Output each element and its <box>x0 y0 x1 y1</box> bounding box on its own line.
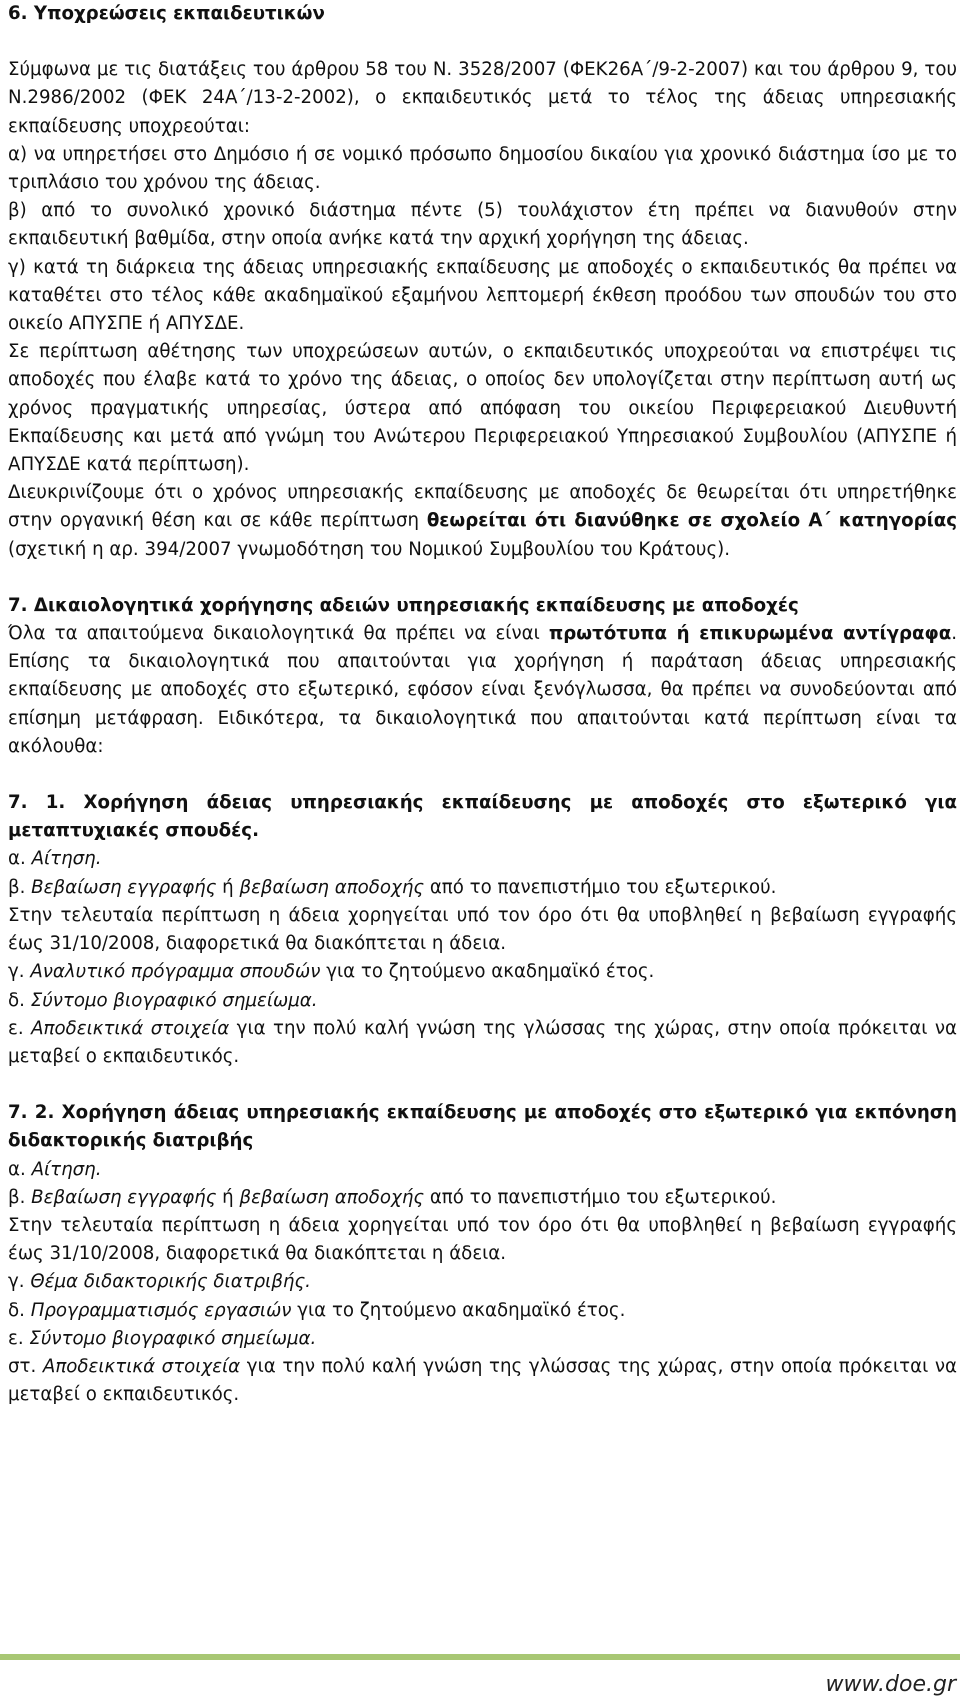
s71-e-text: Αποδεικτικά στοιχεία <box>31 1017 230 1039</box>
breach-paragraph: Σε περίπτωση αθέτησης των υποχρεώσεων αυτών, ο εκπαιδευτικός υποχρεούται να επιστρέψει τις αποδοχές που έλαβε κατά το χρόνο της άδειας, ο οποίος δεν υπολογίζεται στην περίπτωση αυτή ως χρόνος πραγματικής υπηρεσίας, ύστερα από απόφαση του οικείου Περιφερειακού Διευθυντή Εκπαίδευσης και μετά από γνώμη του Ανώτερου Περιφερειακού Υπηρεσιακού Συμβουλίου (ΑΠΥΣΠΕ ή ΑΠΥΣΔΕ κατά περίπτωση). <box>8 341 957 476</box>
section-7-2-heading: 7. 2. Χορήγηση άδειας υπηρεσιακής εκπαίδευσης με αποδοχές στο εξωτερικό για εκπόνηση διδακτορικής διατριβής <box>8 1102 957 1152</box>
s71-b-text2: βεβαίωση αποδοχής <box>239 876 425 898</box>
section-7-text: Όλα τα απαιτούμενα δικαιολογητικά θα πρέπει να είναι <box>8 623 549 645</box>
s71-c-end: για το ζητούμενο ακαδημαϊκό έτος. <box>320 961 655 983</box>
s72-b-text2: βεβαίωση αποδοχής <box>239 1186 425 1208</box>
s72-c-prefix: γ. <box>8 1271 31 1293</box>
document-body <box>8 0 957 1409</box>
section-7-end: . Επίσης τα δικαιολογητικά που απαιτούνται για χορήγηση ή παράταση άδειας υπηρεσιακής εκπαίδευσης με αποδοχές στο εξωτερικό, εφόσον είναι ξενόγλωσσα, θα πρέπει να συνοδεύονται από επίσημη μετάφραση. Ειδικότερα, τα δικαιολογητικά που απαιτούνται κατά περίπτωση είναι τα ακόλουθα: <box>8 623 958 757</box>
s72-b-mid: ή <box>216 1186 240 1208</box>
s71-item-b <box>8 874 957 902</box>
s71-item-c <box>8 958 957 986</box>
s72-e-prefix: ε. <box>8 1327 30 1349</box>
s72-item-b-note: Στην τελευταία περίπτωση η άδεια χορηγείται υπό τον όρο ότι θα υποβληθεί η βεβαίωση εγγραφής έως 31/10/2008, διαφορετικά θα διακόπτεται η άδεια. <box>8 1214 957 1265</box>
s72-item-f <box>8 1353 957 1409</box>
s72-d-prefix: δ. <box>8 1299 31 1321</box>
section-7-heading: 7. Δικαιολογητικά χορήγησης αδειών υπηρεσιακής εκπαίδευσης με αποδοχές <box>8 594 799 616</box>
s71-item-e <box>8 1015 957 1071</box>
s72-d-text: Προγραμματισμός εργασιών <box>30 1299 292 1321</box>
s71-d-text: Σύντομο βιογραφικό σημείωμα. <box>30 989 318 1011</box>
section-7-bold: πρωτότυπα ή επικυρωμένα αντίγραφα <box>548 623 952 645</box>
s71-e-prefix: ε. <box>8 1017 32 1039</box>
s72-a-text: Αίτηση. <box>31 1158 102 1180</box>
s72-b-prefix: β. <box>8 1186 32 1208</box>
s71-b-end: από το πανεπιστήμιο του εξωτερικού. <box>424 876 777 898</box>
clarification-end: (σχετική η αρ. 394/2007 γνωμοδότηση του Νομικού Συμβουλίου του Κράτους). <box>8 538 731 560</box>
s72-f-end: για την πολύ καλή γνώση της γλώσσας της χώρας, στην οποία πρόκειται να μεταβεί ο εκπαιδευτικός. <box>8 1355 957 1406</box>
s72-item-c <box>8 1268 957 1296</box>
clarification-text: Διευκρινίζουμε ότι ο χρόνος υπηρεσιακής εκπαίδευσης με αποδοχές δε θεωρείται ότι υπηρετήθηκε στην οργανική θέση και σε κάθε περίπτωση <box>8 482 957 532</box>
s72-item-a <box>8 1156 957 1184</box>
s72-item-b <box>8 1184 957 1212</box>
s71-a-text: Αίτηση. <box>31 848 102 870</box>
obligation-c: γ) κατά τη διάρκεια της άδειας υπηρεσιακής εκπαίδευσης με αποδοχές ο εκπαιδευτικός θα πρέπει να καταθέτει στο τέλος κάθε ακαδημαϊκού εξαμήνου λεπτομερή έκθεση προόδου των σπουδών του στο οικείο ΑΠΥΣΠΕ ή ΑΠΥΣΔΕ. <box>8 256 957 335</box>
section-7-intro <box>8 620 957 761</box>
footer-url[interactable]: www.doe.gr <box>825 1672 956 1697</box>
s72-d-end: για το ζητούμενο ακαδημαϊκό έτος. <box>291 1299 626 1321</box>
clarification-bold: θεωρείται ότι διανύθηκε σε σχολείο Α΄ κατηγορίας <box>426 510 957 532</box>
section-6-intro: Σύμφωνα με τις διατάξεις του άρθρου 58 του Ν. 3528/2007 (ΦΕΚ26Α΄/9-2-2007) και του άρθρου 9, του Ν.2986/2002 (ΦΕΚ 24Α΄/13-2-2002), ο εκπαιδευτικός μετά το τέλος της άδειας υπηρεσιακής εκπαίδευσης υποχρεούται: <box>8 59 957 137</box>
s72-a-prefix: α. <box>8 1158 32 1180</box>
s71-c-prefix: γ. <box>8 961 31 983</box>
s72-f-prefix: στ. <box>8 1355 43 1377</box>
section-7-1-heading: 7. 1. Χορήγηση άδειας υπηρεσιακής εκπαίδευσης με αποδοχές στο εξωτερικό για μεταπτυχιακές σπουδές. <box>8 792 957 842</box>
s72-c-text: Θέμα διδακτορικής διατριβής. <box>30 1271 311 1293</box>
s71-b-text1: Βεβαίωση εγγραφής <box>31 876 217 898</box>
footer-divider <box>0 1654 960 1660</box>
s71-b-prefix: β. <box>8 876 32 898</box>
obligation-a: α) να υπηρετήσει στο Δημόσιο ή σε νομικό πρόσωπο δημοσίου δικαίου για χρονικό διάστημα ίσο με το τριπλάσιο του χρόνου της άδειας. <box>8 143 957 194</box>
s72-b-text1: Βεβαίωση εγγραφής <box>31 1186 217 1208</box>
s72-b-end: από το πανεπιστήμιο του εξωτερικού. <box>424 1186 777 1208</box>
s72-f-text: Αποδεικτικά στοιχεία <box>42 1355 241 1377</box>
s71-item-b-note: Στην τελευταία περίπτωση η άδεια χορηγείται υπό τον όρο ότι θα υποβληθεί η βεβαίωση εγγραφής έως 31/10/2008, διαφορετικά θα διακόπτεται η άδεια. <box>8 904 957 955</box>
s71-item-d <box>8 987 957 1015</box>
s71-d-prefix: δ. <box>8 989 31 1011</box>
s72-e-text: Σύντομο βιογραφικό σημείωμα. <box>29 1327 317 1349</box>
s71-item-a <box>8 845 957 873</box>
section-6-heading: 6. Υποχρεώσεις εκπαιδευτικών <box>8 3 325 24</box>
obligation-b: β) από το συνολικό χρονικό διάστημα πέντε (5) τουλάχιστον έτη πρέπει να διανυθούν στην εκπαιδευτική βαθμίδα, στην οποία ανήκε κατά την αρχική χορήγηση της άδειας. <box>8 200 957 250</box>
s71-c-text: Αναλυτικό πρόγραμμα σπουδών <box>30 961 321 983</box>
s72-item-d <box>8 1297 957 1325</box>
s71-e-end: για την πολύ καλή γνώση της γλώσσας της χώρας, στην οποία πρόκειται να μεταβεί ο εκπαιδευτικός. <box>8 1017 957 1067</box>
clarification-paragraph <box>8 479 957 564</box>
s72-item-e <box>8 1325 957 1353</box>
s71-b-mid: ή <box>216 876 240 898</box>
s71-a-prefix: α. <box>8 848 32 870</box>
